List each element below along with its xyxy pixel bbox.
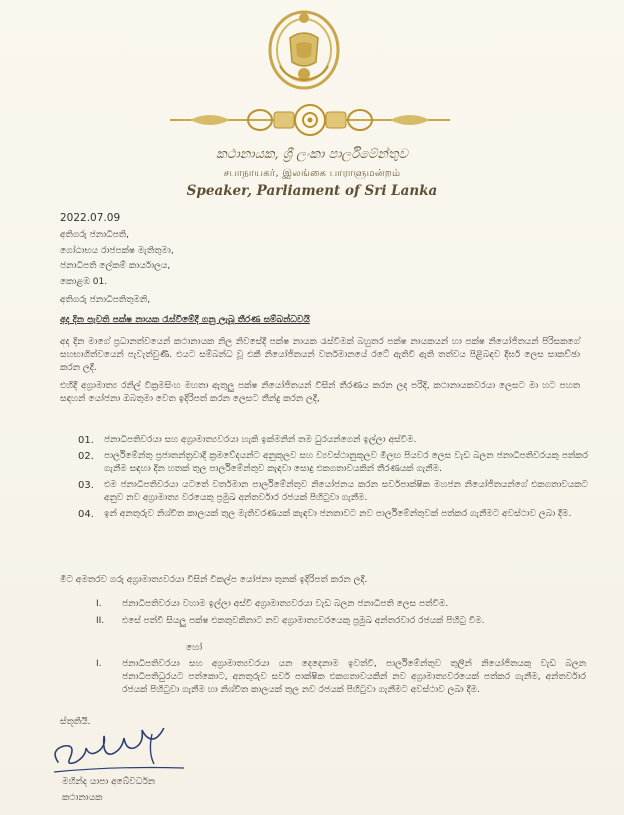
list-item [78,479,588,505]
list-item [78,434,588,447]
list-text: ඉන් අනතුරුව නිශ්චිත කාලයක් තුල මැතිවරණයක් කැඳවා ජනතාවට නව පාර්ලිමේන්තුවක් පත්කර ගැනීමට අවස්ථාව ලබා දීම. [104,509,572,519]
list-text: ජනාධිපතිවරයා වහාම ඉල්ලා අස්වී අග්‍රාමාත්‍යවරයා වැඩ බලන ජනාධිපති ලෙස පත්වීම. [122,599,449,609]
list-number: I. [96,659,102,669]
letterhead-english: Speaker, Parliament of Sri Lanka [186,183,438,199]
subject-line: අද දින පැවති පක්ෂ නායක රැස්වීමේදී ගනු ලැබූ තීරණ සම්බන්ධවයි [60,315,310,325]
recipient-address [60,228,174,290]
closing: ස්තූතියි. [60,717,91,727]
signer-name: මහින්ද යාපා අබේවර්ධන [62,777,156,787]
recipient-line: ජනාධිපති ලේකම් කාර්යාලය, [60,261,171,271]
list-item [96,615,586,628]
list-item [96,598,586,611]
letterhead-sinhala: කථානායක, ශ්‍රී ලංකා පාර්ලිමේන්තුව [216,147,408,162]
parliament-mace-icon [150,96,470,144]
letterhead-tamil: சபாநாயகர், இலங்கை பாராளுமன்றம் [223,168,401,179]
letter-date: 2022.07.09 [60,212,121,224]
list-text: පාර්ලිමේන්තු ප්‍රජාතන්ත්‍රවාදී ක්‍රමවේදයන්ට අනුකූලව සහ ව්‍යවස්ථානුකූලව මීලඟ පියවර ලෙස වැඩ බලන ජනාධිපතිවරයකු පත්කර ගැනීම සඳහා දින හතක් තුල පාර්ලිමේන්තුව කැඳවා සොදු එකගතාවයකින් තීරණයක් ගැනීම. [104,451,588,474]
paragraph: එහිදී අග්‍රාමාත්‍ය රනිල් වික්‍රමසිංහ මහතා ඇතුලු පක්ෂ නියෝජිතයන් විසින් තීරණය කරන ලද පරිදි, කථානායකවරයා ලෙසට මා හට පහත සඳහන් යෝජනා ඔබතුමා වෙත ඉදිරිපත් කරන ලෙසට තීන්දු කරන ලදී, [60,381,580,404]
list-text: ජනාධිපතිවරයා සහ අග්‍රාමාත්‍යවරයා යන දෙදෙනාම ඉවත්වී, පාර්ලිමේන්තුව තුලින් නියෝජිතයකු වැඩ බලන ජනාධිපතිධුරයට පත්කොට, අනතුරුව සර්ව පාක්ෂික එකගතාවයකින් නව අග්‍රාමාත්‍යවරයෙක් පත්කර ගැනීම, අන්තර්වාර රජයක් පිහිටුවා ගැනීම හා නිශ්චිත කාලයක් තුල නව රජයක් පිහිටුවා ගැනීමට අවස්ථාව ලබා දීම. [122,659,586,695]
or-label: හෝ [186,643,203,653]
recipient-line: අතිගරු ජනාධිපති, [60,230,129,240]
list-number: 01. [78,435,94,446]
sri-lanka-emblem-icon [266,8,342,90]
signer-title: කථානායක [62,793,103,803]
list-text: එසේ පත්වී සියලු පක්ෂ එකතුවකිනාට නව අග්‍රාමාත්‍යවරයෙකු ප්‍රමුඛ අන්තරවාර රජයක් පිහිටු වීම. [122,616,485,626]
list-number: II. [96,616,105,626]
list-item [78,450,588,476]
list-text: ජනාධිපතිවරයා සහ අග්‍රාමාත්‍යවරයා හැකි ඉක්මනින් තම ධුරයන්ගෙන් ඉල්ලා අස්වීම. [104,435,417,445]
recipient-line: කොළඹ 01. [60,276,108,287]
list-number: 03. [78,480,94,491]
paragraph: අද දින මාගේ ප්‍රධානත්වයෙන් කථානායක නිල නිවසේදී පක්ෂ නායක රැස්වීමක් බහුතර පක්ෂ නායකයන් හා පක්ෂ නියෝජිතයන් පිරිසකගේ සහභාගිත්වයෙන් පැවැත්වුණි. එයට සම්බන්ධ වූ එකී නියෝජිතයන් වර්තමානයේ රටේ ඇතිවී ඇති තත්වය පිළිබඳව දීර්ඝ ලෙස සාකච්ඡා කරන ලදී. [60,337,580,373]
list-number: 04. [78,509,94,520]
list-number: 02. [78,451,94,462]
paragraph: මීට අමතරව ගරු අග්‍රාමාත්‍යවරයා විසින් විකල්ප යෝජනා තුනක් ඉදිරිපත් කරන ලදී. [60,575,368,585]
list-item [78,508,588,521]
salutation: අතිගරු ජනාධිපතිතුමනි, [60,295,151,305]
alternatives-list [96,598,586,632]
list-text: එම ජනාධිපතිවරයා යටතේ වර්තමාන පාර්ලිමේන්තුව නියෝජනය කරන සර්වපාක්ෂික මහජන නියෝජිතයන්ගේ එකගතාවයකට අනුව නව අග්‍රාමාත්‍ය වරයෙකු ප්‍රමුඛ අන්තර්වාර රජයක් පිහිටුවා ගැනීම. [104,480,588,503]
decisions-list [78,434,588,524]
list-number: I. [96,599,102,609]
alternatives-list [96,658,586,697]
list-item [96,658,586,697]
recipient-line: ගෝඨාභය රාජපක්ෂ මැතිතුමා, [60,245,174,256]
